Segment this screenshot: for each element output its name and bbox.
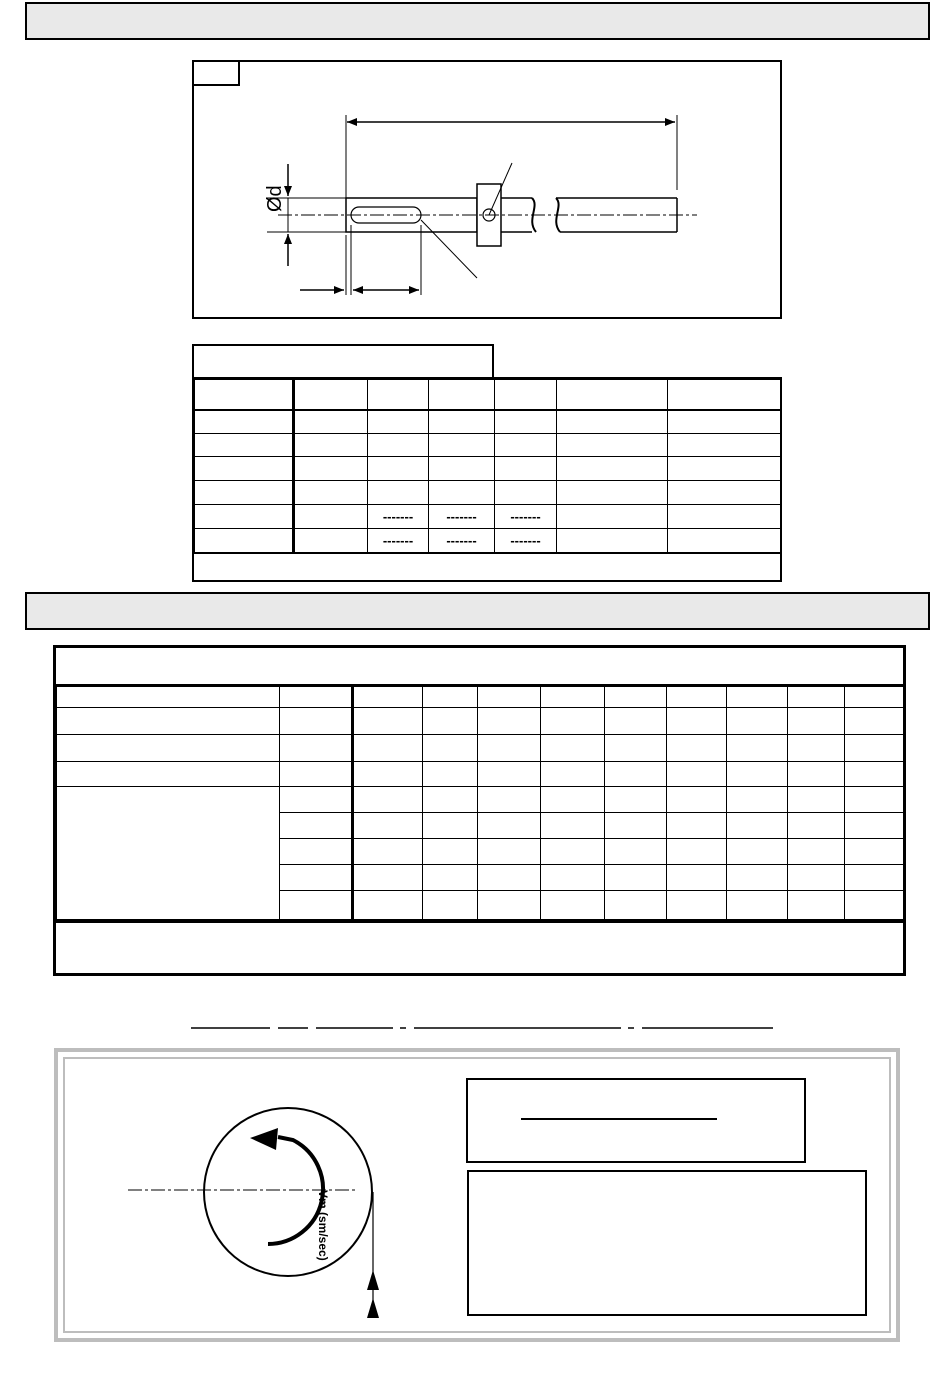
table2-cell bbox=[423, 708, 478, 735]
table2-cell bbox=[788, 735, 845, 762]
table2-cell bbox=[423, 787, 478, 813]
table2-cell bbox=[845, 891, 904, 920]
table1-cell bbox=[294, 457, 368, 481]
table2-cell bbox=[667, 787, 727, 813]
table1-dash: ------- bbox=[382, 532, 414, 548]
table2-footer bbox=[56, 920, 903, 973]
table2-cell bbox=[788, 787, 845, 813]
rotor-circle bbox=[204, 1108, 372, 1276]
table1-cell bbox=[668, 481, 781, 505]
table1-cell bbox=[557, 481, 668, 505]
velocity-label: Vm (sm/sec) bbox=[316, 1190, 330, 1261]
table1-cell bbox=[429, 505, 495, 529]
table2-cell bbox=[423, 891, 478, 920]
table1-cell bbox=[668, 529, 781, 553]
table2-cell bbox=[423, 687, 478, 708]
table1-cell bbox=[195, 457, 294, 481]
table2-cell bbox=[57, 787, 280, 920]
table2-cell bbox=[605, 839, 667, 865]
table1-cell bbox=[557, 380, 668, 410]
table2-cell bbox=[541, 787, 605, 813]
table2 bbox=[56, 686, 904, 920]
table2-cell bbox=[280, 865, 353, 891]
table2-cell bbox=[353, 687, 423, 708]
table1-row bbox=[195, 457, 781, 481]
table2-cell bbox=[280, 839, 353, 865]
table2-cell bbox=[667, 865, 727, 891]
table2-cell bbox=[57, 687, 280, 708]
table1-footer bbox=[194, 552, 780, 580]
table2-cell bbox=[423, 762, 478, 787]
table2-cell bbox=[423, 735, 478, 762]
table2-cell bbox=[280, 787, 353, 813]
table2-cell bbox=[788, 687, 845, 708]
table2-cell bbox=[280, 687, 353, 708]
table1-cell bbox=[668, 457, 781, 481]
info-box bbox=[467, 1170, 867, 1316]
table2-cell bbox=[353, 787, 423, 813]
shaft-drawing-panel bbox=[192, 60, 782, 319]
table2-cell bbox=[727, 787, 788, 813]
table1-cell bbox=[668, 434, 781, 457]
table2-cell bbox=[541, 708, 605, 735]
table2-cell bbox=[845, 839, 904, 865]
table2-row bbox=[57, 762, 904, 787]
table1-cell bbox=[368, 380, 429, 410]
table2-cell bbox=[667, 813, 727, 839]
table1-cell bbox=[557, 410, 668, 434]
table2-cell bbox=[605, 865, 667, 891]
table1-cell bbox=[668, 380, 781, 410]
table1-cell bbox=[668, 410, 781, 434]
table2-cell bbox=[541, 839, 605, 865]
table1-cell bbox=[195, 505, 294, 529]
table1-cell bbox=[557, 505, 668, 529]
velocity-arrow-upper bbox=[367, 1270, 379, 1290]
table2-cell bbox=[353, 813, 423, 839]
table2-cell bbox=[353, 735, 423, 762]
table1-cell bbox=[294, 434, 368, 457]
table2-cell bbox=[541, 762, 605, 787]
table2-cell bbox=[423, 865, 478, 891]
heading-underline bbox=[0, 1018, 950, 1038]
table1-cell bbox=[495, 529, 557, 553]
table1-cell bbox=[557, 457, 668, 481]
table2-cell bbox=[788, 708, 845, 735]
table1-cell bbox=[429, 481, 495, 505]
table2-cell bbox=[57, 762, 280, 787]
table2-cell bbox=[605, 687, 667, 708]
table2-cell bbox=[667, 735, 727, 762]
table2-cell bbox=[478, 735, 541, 762]
table2-cell bbox=[605, 891, 667, 920]
table2-cell bbox=[845, 687, 904, 708]
table2-cell bbox=[727, 865, 788, 891]
table1 bbox=[194, 379, 781, 553]
table2-cell bbox=[667, 708, 727, 735]
table2-cell bbox=[478, 708, 541, 735]
table1-row bbox=[195, 410, 781, 434]
table2-row bbox=[57, 708, 904, 735]
table2-cell bbox=[280, 762, 353, 787]
table1-dash: ------- bbox=[446, 508, 477, 524]
table2-cell bbox=[353, 891, 423, 920]
table1-row bbox=[195, 481, 781, 505]
table2-cell bbox=[667, 891, 727, 920]
table2-title bbox=[56, 648, 903, 686]
table2-cell bbox=[667, 687, 727, 708]
table2-cell bbox=[478, 865, 541, 891]
table1-cell bbox=[429, 529, 495, 553]
section-header-bar-2 bbox=[25, 592, 930, 630]
table2-cell bbox=[541, 735, 605, 762]
table1-cell bbox=[195, 410, 294, 434]
table2-cell bbox=[57, 708, 280, 735]
table2-cell bbox=[605, 735, 667, 762]
table2-cell bbox=[478, 787, 541, 813]
table2-cell bbox=[423, 839, 478, 865]
table2-cell bbox=[605, 787, 667, 813]
table1-cell bbox=[294, 505, 368, 529]
table1-cell bbox=[368, 481, 429, 505]
table2-cell bbox=[280, 708, 353, 735]
table1-cell bbox=[495, 505, 557, 529]
table2-cell bbox=[353, 762, 423, 787]
table1-cell bbox=[557, 434, 668, 457]
table1-dash: ------- bbox=[382, 508, 414, 524]
table1-title-tab bbox=[192, 344, 494, 378]
table1-cell bbox=[495, 481, 557, 505]
table2-container bbox=[53, 645, 906, 976]
table1-cell bbox=[195, 380, 294, 410]
table2-cell bbox=[478, 762, 541, 787]
table1-container bbox=[192, 377, 782, 582]
table1-cell bbox=[495, 434, 557, 457]
table2-cell bbox=[788, 865, 845, 891]
table1-cell bbox=[429, 410, 495, 434]
table1-cell bbox=[368, 529, 429, 553]
table2-cell bbox=[667, 839, 727, 865]
table2-cell bbox=[280, 891, 353, 920]
table2-cell bbox=[727, 839, 788, 865]
table1-cell bbox=[195, 434, 294, 457]
table2-cell bbox=[845, 787, 904, 813]
table2-cell bbox=[788, 813, 845, 839]
table1-cell bbox=[294, 481, 368, 505]
table2-cell bbox=[845, 708, 904, 735]
table2-cell bbox=[541, 865, 605, 891]
rotation-diagram bbox=[118, 1092, 418, 1362]
table1-cell bbox=[668, 505, 781, 529]
table2-cell bbox=[845, 735, 904, 762]
table2-cell bbox=[605, 762, 667, 787]
table1-cell bbox=[557, 529, 668, 553]
diameter-label: Ød bbox=[264, 185, 286, 212]
table2-cell bbox=[845, 865, 904, 891]
table1-cell bbox=[429, 434, 495, 457]
table2-row bbox=[57, 787, 904, 813]
table1-cell bbox=[195, 481, 294, 505]
table1-row bbox=[195, 434, 781, 457]
table2-cell bbox=[727, 708, 788, 735]
table2-cell bbox=[478, 839, 541, 865]
formula-divider bbox=[521, 1118, 717, 1120]
table2-cell bbox=[478, 687, 541, 708]
table1-cell bbox=[495, 457, 557, 481]
table1-row bbox=[195, 505, 781, 529]
table2-row bbox=[57, 735, 904, 762]
table1-cell bbox=[294, 380, 368, 410]
table2-cell bbox=[423, 813, 478, 839]
table1-cell bbox=[368, 457, 429, 481]
table1-cell bbox=[495, 380, 557, 410]
table2-cell bbox=[605, 708, 667, 735]
table1-cell bbox=[294, 529, 368, 553]
table1-cell bbox=[294, 410, 368, 434]
table1-cell bbox=[368, 505, 429, 529]
table2-cell bbox=[541, 813, 605, 839]
table1-cell bbox=[429, 457, 495, 481]
table1-cell bbox=[368, 410, 429, 434]
table2-cell bbox=[541, 891, 605, 920]
table1-dash: ------- bbox=[510, 508, 541, 524]
table2-cell bbox=[280, 735, 353, 762]
table2-cell bbox=[541, 687, 605, 708]
table2-cell bbox=[353, 839, 423, 865]
section-header-bar-1 bbox=[25, 2, 930, 40]
formula-box bbox=[466, 1078, 806, 1163]
table1-cell bbox=[195, 529, 294, 553]
table2-cell bbox=[727, 687, 788, 708]
table2-cell bbox=[727, 762, 788, 787]
table2-cell bbox=[788, 891, 845, 920]
table2-cell bbox=[727, 891, 788, 920]
table2-cell bbox=[788, 762, 845, 787]
table2-cell bbox=[353, 708, 423, 735]
table1-dash: ------- bbox=[510, 532, 541, 548]
table2-cell bbox=[605, 813, 667, 839]
table2-cell bbox=[667, 762, 727, 787]
table2-cell bbox=[727, 813, 788, 839]
table2-cell bbox=[478, 891, 541, 920]
table2-cell bbox=[57, 735, 280, 762]
table2-cell bbox=[788, 839, 845, 865]
table2-cell bbox=[353, 865, 423, 891]
table1-row bbox=[195, 529, 781, 553]
table2-row bbox=[57, 687, 904, 708]
table1-cell bbox=[368, 434, 429, 457]
table2-cell bbox=[845, 813, 904, 839]
table1-header-row bbox=[195, 380, 781, 410]
table2-cell bbox=[280, 813, 353, 839]
table1-dash: ------- bbox=[446, 532, 477, 548]
table2-cell bbox=[478, 813, 541, 839]
table1-cell bbox=[495, 410, 557, 434]
table1-cell bbox=[429, 380, 495, 410]
table2-cell bbox=[727, 735, 788, 762]
table2-cell bbox=[845, 762, 904, 787]
rotation-panel bbox=[54, 1048, 900, 1342]
velocity-arrow-lower bbox=[367, 1298, 379, 1318]
